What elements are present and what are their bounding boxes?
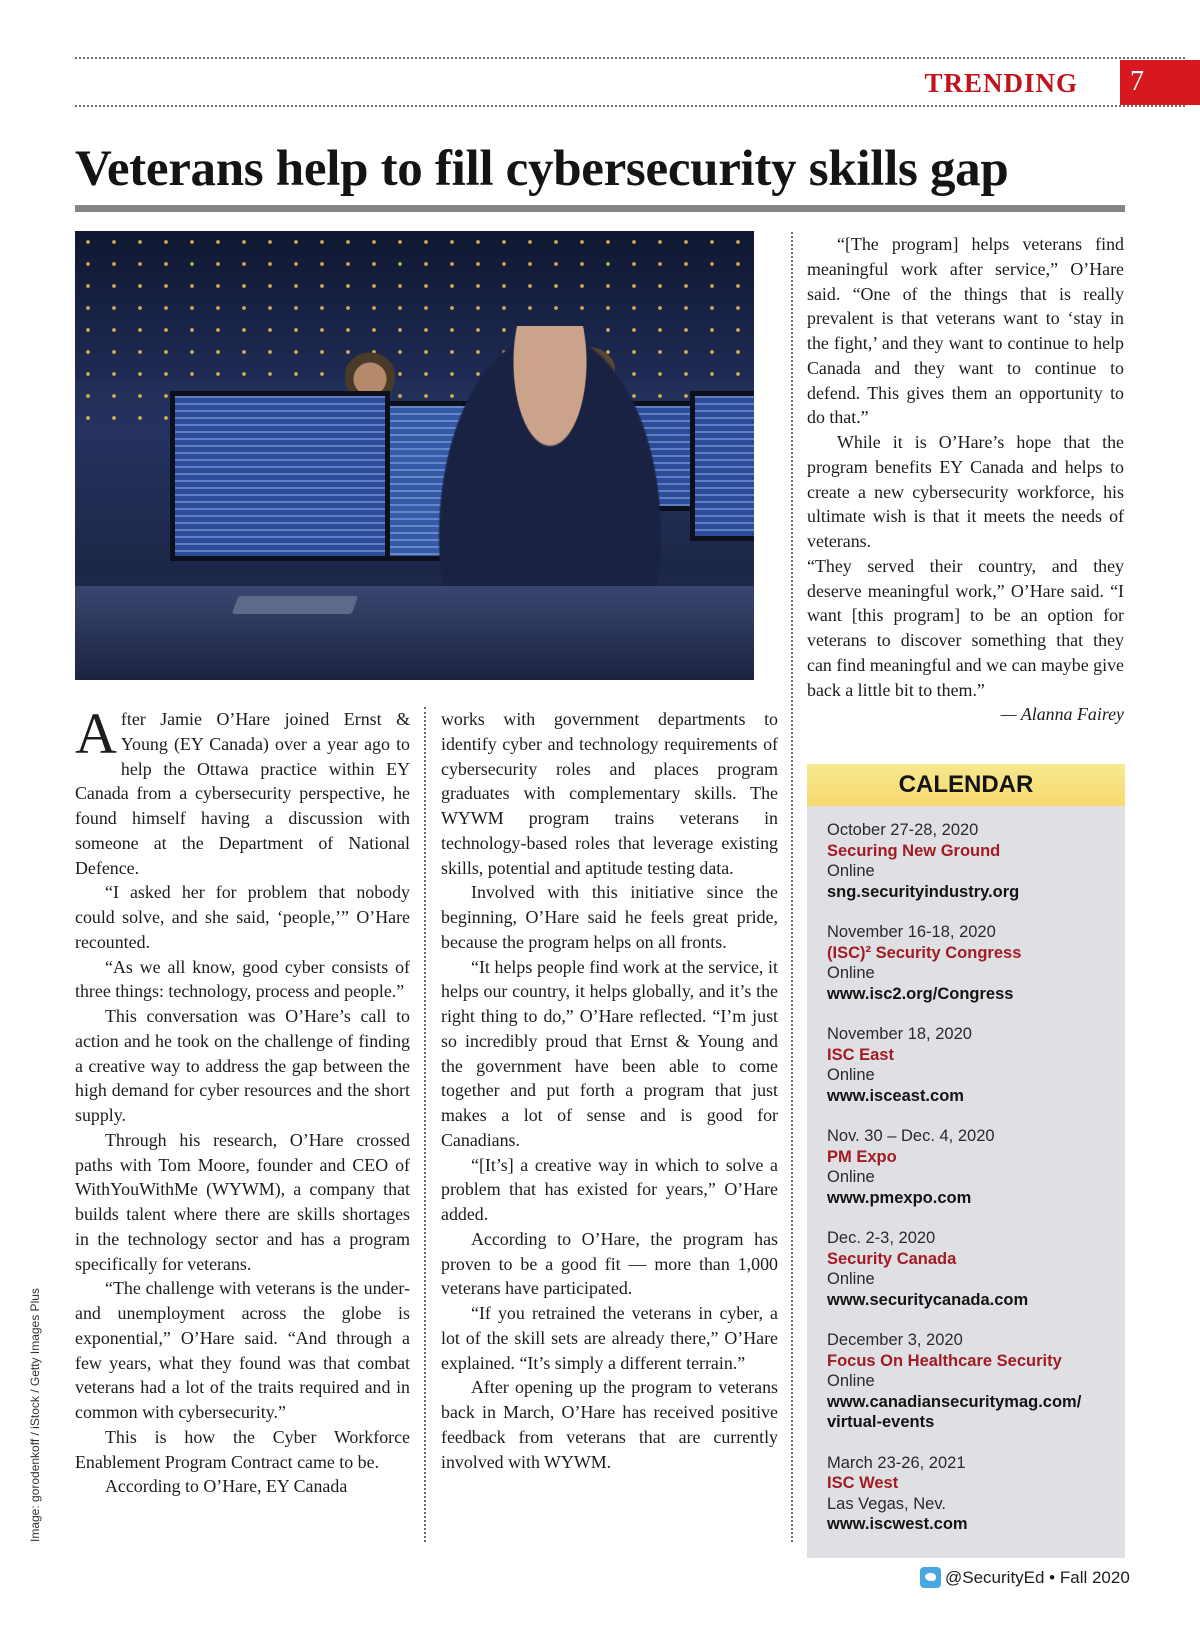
article-column-2 <box>441 707 778 1474</box>
article-photo <box>75 231 754 680</box>
event-location: Online <box>827 1270 875 1288</box>
paragraph: According to O’Hare, the program has proven to be a good fit — more than 1,000 veterans have participated. <box>441 1228 778 1299</box>
event-link[interactable]: www.securitycanada.com <box>827 1290 1029 1309</box>
paragraph: Involved with this initiative since the beginning, O’Hare said he feels great pride, because the program helps on all fronts. <box>441 882 778 952</box>
headline: Veterans help to fill cybersecurity skills gap <box>75 141 1009 197</box>
calendar-sidebar <box>807 764 1125 1558</box>
calendar-event <box>827 820 1125 902</box>
twitter-icon <box>920 1567 941 1588</box>
paragraph: “[The program] helps veterans find meaningful work after service,” O’Hare said. “One of the things that is really prevalent is that veterans want to ‘stay in the fight,’ and they want to continue to help Canada and they want to continue to defend. This gives them an opportunity to do that.” <box>807 234 1124 428</box>
section-label: TRENDING <box>924 68 1078 98</box>
paragraph: “It helps people find work at the service, it helps our country, it helps globally, and it’s the right thing to do,” O’Hare reflected. “I’m just so incredibly proud that Ernst & Young and the government have been able to come together and put forth a program that just makes a lot of sense and is good for Canadians. <box>441 956 778 1150</box>
event-link[interactable]: www.iscwest.com <box>827 1515 968 1533</box>
paragraph: “As we all know, good cyber consists of three things: technology, process and people.” <box>75 956 410 1002</box>
event-location: Online <box>827 862 875 880</box>
calendar-event <box>827 1330 1125 1433</box>
paragraph: This is how the Cyber Workforce Enablement Program Contract came to be. <box>75 1426 410 1472</box>
event-date: November 16-18, 2020 <box>827 923 996 941</box>
event-link[interactable]: sng.securityindustry.org <box>827 882 1020 901</box>
event-location: Las Vegas, Nev. <box>827 1494 946 1513</box>
header-rule <box>75 105 1185 107</box>
calendar-event <box>827 1453 1125 1535</box>
event-name: (ISC)² Security Congress <box>827 943 1022 962</box>
paragraph: “The challenge with veterans is the under- and unemployment across the globe is exponential,” O’Hare said. “And through a few years, what they found was that combat veterans had a lot of the traits required and in common with cybersecurity.” <box>75 1278 410 1422</box>
event-link[interactable]: www.isc2.org/Congress <box>827 984 1014 1003</box>
footer-text: @SecurityEd • Fall 2020 <box>945 1567 1130 1587</box>
event-name: PM Expo <box>827 1147 897 1166</box>
paragraph: Through his research, O’Hare crossed paths with Tom Moore, founder and CEO of WithYouWithMe (WYWM), a company that builds talent where there are skills shortages in the technology sector and has a program specifically for veterans. <box>75 1129 410 1274</box>
author-signoff: — Alanna Fairey <box>1000 704 1124 725</box>
drop-cap: A <box>75 701 117 766</box>
paragraph: While it is O’Hare’s hope that the program benefits EY Canada and helps to create a new cybersecurity workforce, his ultimate wish is that it meets the needs of veterans. <box>807 432 1124 551</box>
event-date: Dec. 2-3, 2020 <box>827 1229 936 1247</box>
top-rule <box>75 57 1185 59</box>
calendar-event <box>827 1024 1125 1106</box>
event-name: ISC East <box>827 1045 894 1064</box>
paragraph: “They served their country, and they deserve meaningful work,” O’Hare said. “I want [this program] to be an option for veterans to discover something that they can find meaningful and we can maybe give back a little bit to them.” <box>807 555 1124 700</box>
calendar-event <box>827 1228 1125 1310</box>
event-link[interactable]: www.pmexpo.com <box>827 1188 972 1207</box>
paragraph: “I asked her for problem that nobody could solve, and she said, ‘people,’” O’Hare recounted. <box>75 882 410 952</box>
event-link[interactable]: www.isceast.com <box>827 1086 964 1105</box>
paragraph: “[It’s] a creative way in which to solve a problem that has existed for years,” O’Hare added. <box>441 1154 778 1224</box>
paragraph: fter Jamie O’Hare joined Ernst & Young (EY Canada) over a year ago to help the Ottawa practice within EY Canada from a cybersecurity perspective, he found himself having a discussion with someone at the Department of National Defence. <box>75 709 410 878</box>
event-name: Security Canada <box>827 1249 957 1268</box>
event-name: Securing New Ground <box>827 841 1001 860</box>
article-column-1 <box>75 701 410 1499</box>
paragraph: This conversation was O’Hare’s call to action and he took on the challenge of finding a creative way to address the gap between the high demand for cyber resources and the short supply. <box>75 1006 410 1125</box>
photo-credit: Image: gorodenkoff / iStock / Getty Images Plus <box>28 1288 42 1542</box>
event-link[interactable]: www.canadiansecuritymag.com/ virtual-events <box>827 1392 1082 1431</box>
paragraph: works with government departments to identify cyber and technology requirements of cybersecurity roles and places program graduates with complementary skills. The WYWM program trains veterans in technology-based roles that leverage existing skills, potential and aptitude testing data. <box>441 709 778 878</box>
page-number: 7 <box>1120 60 1200 105</box>
event-date: November 18, 2020 <box>827 1025 972 1043</box>
event-date: Nov. 30 – Dec. 4, 2020 <box>827 1127 995 1145</box>
event-location: Online <box>827 1372 875 1390</box>
paragraph: According to O’Hare, EY Canada <box>105 1476 348 1497</box>
page-footer <box>920 1567 1130 1588</box>
event-location: Online <box>827 964 875 982</box>
event-name: ISC West <box>827 1474 899 1492</box>
column-divider <box>424 707 426 1542</box>
column-divider <box>791 232 793 1542</box>
article-column-3 <box>807 232 1124 727</box>
calendar-title: CALENDAR <box>807 764 1125 806</box>
calendar-event <box>827 922 1125 1004</box>
event-date: March 23-26, 2021 <box>827 1453 966 1472</box>
event-date: October 27-28, 2020 <box>827 821 979 839</box>
headline-rule <box>75 205 1125 212</box>
paragraph: After opening up the program to veterans back in March, O’Hare has received positive feedback from veterans that are currently involved with WYWM. <box>441 1377 778 1472</box>
paragraph: “If you retrained the veterans in cyber, a lot of the skill sets are already there,” O’Hare explained. “It’s simply a different terrain.” <box>441 1303 778 1373</box>
event-date: December 3, 2020 <box>827 1331 963 1349</box>
calendar-event <box>827 1126 1125 1208</box>
event-location: Online <box>827 1168 875 1186</box>
event-name: Focus On Healthcare Security <box>827 1351 1062 1370</box>
event-location: Online <box>827 1066 875 1084</box>
